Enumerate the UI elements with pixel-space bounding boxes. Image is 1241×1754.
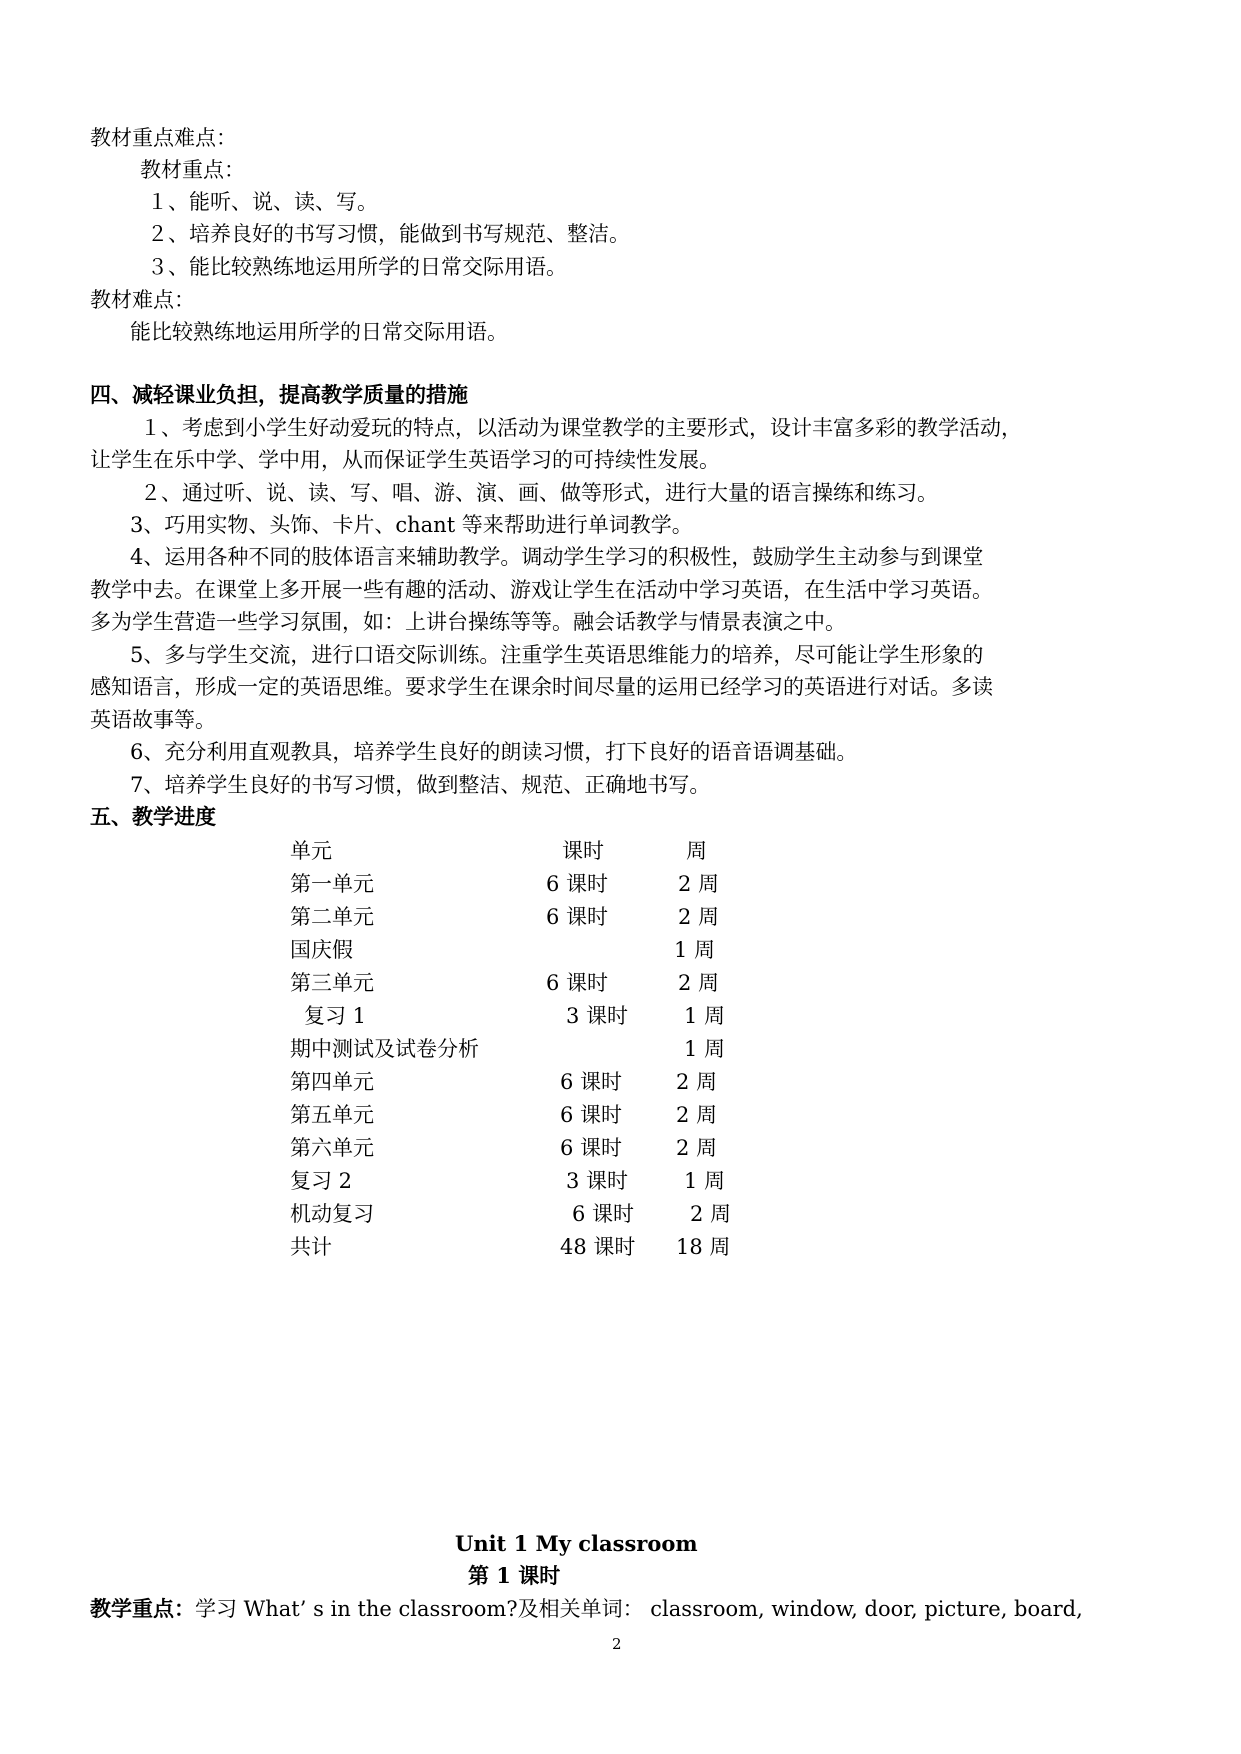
measure-line-5: 4、运用各种不同的肢体语言来辅助教学。调动学生学习的积极性，鼓励学生主动参与到课堂 bbox=[130, 545, 984, 569]
schedule-hours: 6 课时 bbox=[546, 971, 609, 995]
table-row bbox=[290, 1167, 790, 1200]
table-row bbox=[290, 1035, 790, 1068]
schedule-weeks: 2 周 bbox=[676, 1136, 718, 1160]
measure-line-11: 6、充分利用直观教具，培养学生良好的朗读习惯，打下良好的语音语调基础。 bbox=[130, 740, 858, 764]
schedule-hours: 3 课时 bbox=[566, 1004, 629, 1028]
focus-label: 教学重点： bbox=[90, 1596, 195, 1621]
schedule-unit: 期中测试及试卷分析 bbox=[290, 1037, 479, 1061]
schedule-unit: 第一单元 bbox=[290, 872, 374, 896]
hard-text: 能比较熟练地运用所学的日常交际用语。 bbox=[130, 320, 508, 344]
schedule-hours: 6 课时 bbox=[560, 1103, 623, 1127]
measure-line-12: 7、培养学生良好的书写习惯，做到整洁、规范、正确地书写。 bbox=[130, 773, 711, 797]
schedule-header-weeks: 周 bbox=[686, 839, 707, 863]
schedule-weeks: 2 周 bbox=[678, 971, 720, 995]
table-row bbox=[290, 1068, 790, 1101]
schedule-hours: 6 课时 bbox=[546, 872, 609, 896]
schedule-weeks: 1 周 bbox=[684, 1004, 726, 1028]
teaching-focus bbox=[90, 1595, 1083, 1623]
table-row bbox=[290, 1101, 790, 1134]
schedule-weeks: 2 周 bbox=[676, 1103, 718, 1127]
schedule-header-hours: 课时 bbox=[562, 839, 604, 863]
schedule-weeks: 1 周 bbox=[674, 938, 716, 962]
schedule-weeks: 18 周 bbox=[676, 1235, 731, 1259]
schedule-unit: 第六单元 bbox=[290, 1136, 374, 1160]
difficulty-heading: 教材重点难点： bbox=[90, 126, 237, 150]
focus-text: 学习 What’ s in the classroom?及相关单词： classroom, window, door, picture, board, bbox=[195, 1597, 1083, 1621]
page-number: 2 bbox=[612, 1635, 622, 1653]
schedule-unit: 复习 2 bbox=[290, 1169, 353, 1193]
measure-line-3: ２、通过听、说、读、写、唱、游、演、画、做等形式，进行大量的语言操练和练习。 bbox=[140, 481, 938, 505]
schedule-unit: 第三单元 bbox=[290, 971, 374, 995]
measure-line-7: 多为学生营造一些学习氛围，如：上讲台操练等等。融会话教学与情景表演之中。 bbox=[90, 610, 846, 634]
schedule-hours: 48 课时 bbox=[560, 1235, 636, 1259]
schedule-weeks: 1 周 bbox=[684, 1169, 726, 1193]
schedule-weeks: 2 周 bbox=[676, 1070, 718, 1094]
hard-heading: 教材难点： bbox=[90, 288, 195, 312]
schedule-unit: 国庆假 bbox=[290, 938, 353, 962]
table-row bbox=[290, 969, 790, 1002]
table-row bbox=[290, 1200, 790, 1233]
table-row bbox=[290, 870, 790, 903]
schedule-hours: 6 课时 bbox=[560, 1070, 623, 1094]
table-row bbox=[290, 1002, 790, 1035]
measure-line-4: 3、巧用实物、头饰、卡片、chant 等来帮助进行单词教学。 bbox=[130, 513, 693, 537]
measures-heading: 四、减轻课业负担，提高教学质量的措施 bbox=[90, 382, 468, 407]
measure-line-2: 让学生在乐中学、学中用，从而保证学生英语学习的可持续性发展。 bbox=[90, 448, 720, 472]
key-item-1: １、能听、说、读、写。 bbox=[147, 190, 378, 214]
unit-title: Unit 1 My classroom bbox=[455, 1531, 698, 1556]
schedule-unit: 第二单元 bbox=[290, 905, 374, 929]
schedule-hours: 6 课时 bbox=[546, 905, 609, 929]
schedule-header-row bbox=[290, 837, 790, 870]
measure-line-10: 英语故事等。 bbox=[90, 708, 216, 732]
schedule-unit: 第四单元 bbox=[290, 1070, 374, 1094]
schedule-heading: 五、教学进度 bbox=[90, 804, 216, 829]
table-row bbox=[290, 1134, 790, 1167]
key-heading: 教材重点： bbox=[140, 158, 245, 182]
table-row bbox=[290, 936, 790, 969]
measure-line-9: 感知语言，形成一定的英语思维。要求学生在课余时间尽量的运用已经学习的英语进行对话。多读 bbox=[90, 675, 993, 699]
measure-line-6: 教学中去。在课堂上多开展一些有趣的活动、游戏让学生在活动中学习英语，在生活中学习英语。 bbox=[90, 578, 993, 602]
key-item-3: ３、能比较熟练地运用所学的日常交际用语。 bbox=[147, 255, 567, 279]
schedule-weeks: 1 周 bbox=[684, 1037, 726, 1061]
lesson-title: 第 1 课时 bbox=[468, 1563, 561, 1588]
measure-line-8: 5、多与学生交流，进行口语交际训练。注重学生英语思维能力的培养，尽可能让学生形象的 bbox=[130, 643, 984, 667]
schedule-unit: 机动复习 bbox=[290, 1202, 374, 1226]
schedule-unit: 共计 bbox=[290, 1235, 332, 1259]
key-item-2: ２、培养良好的书写习惯，能做到书写规范、整洁。 bbox=[147, 222, 630, 246]
table-row bbox=[290, 1233, 790, 1266]
schedule-hours: 6 课时 bbox=[560, 1136, 623, 1160]
schedule-unit: 复习 1 bbox=[304, 1004, 367, 1028]
schedule-weeks: 2 周 bbox=[690, 1202, 732, 1226]
schedule-header-unit: 单元 bbox=[290, 839, 332, 863]
schedule-unit: 第五单元 bbox=[290, 1103, 374, 1127]
schedule-hours: 6 课时 bbox=[572, 1202, 635, 1226]
measure-line-1: １、考虑到小学生好动爱玩的特点，以活动为课堂教学的主要形式，设计丰富多彩的教学活动， bbox=[140, 416, 1022, 440]
table-row bbox=[290, 903, 790, 936]
schedule-hours: 3 课时 bbox=[566, 1169, 629, 1193]
schedule-weeks: 2 周 bbox=[678, 905, 720, 929]
schedule-weeks: 2 周 bbox=[678, 872, 720, 896]
